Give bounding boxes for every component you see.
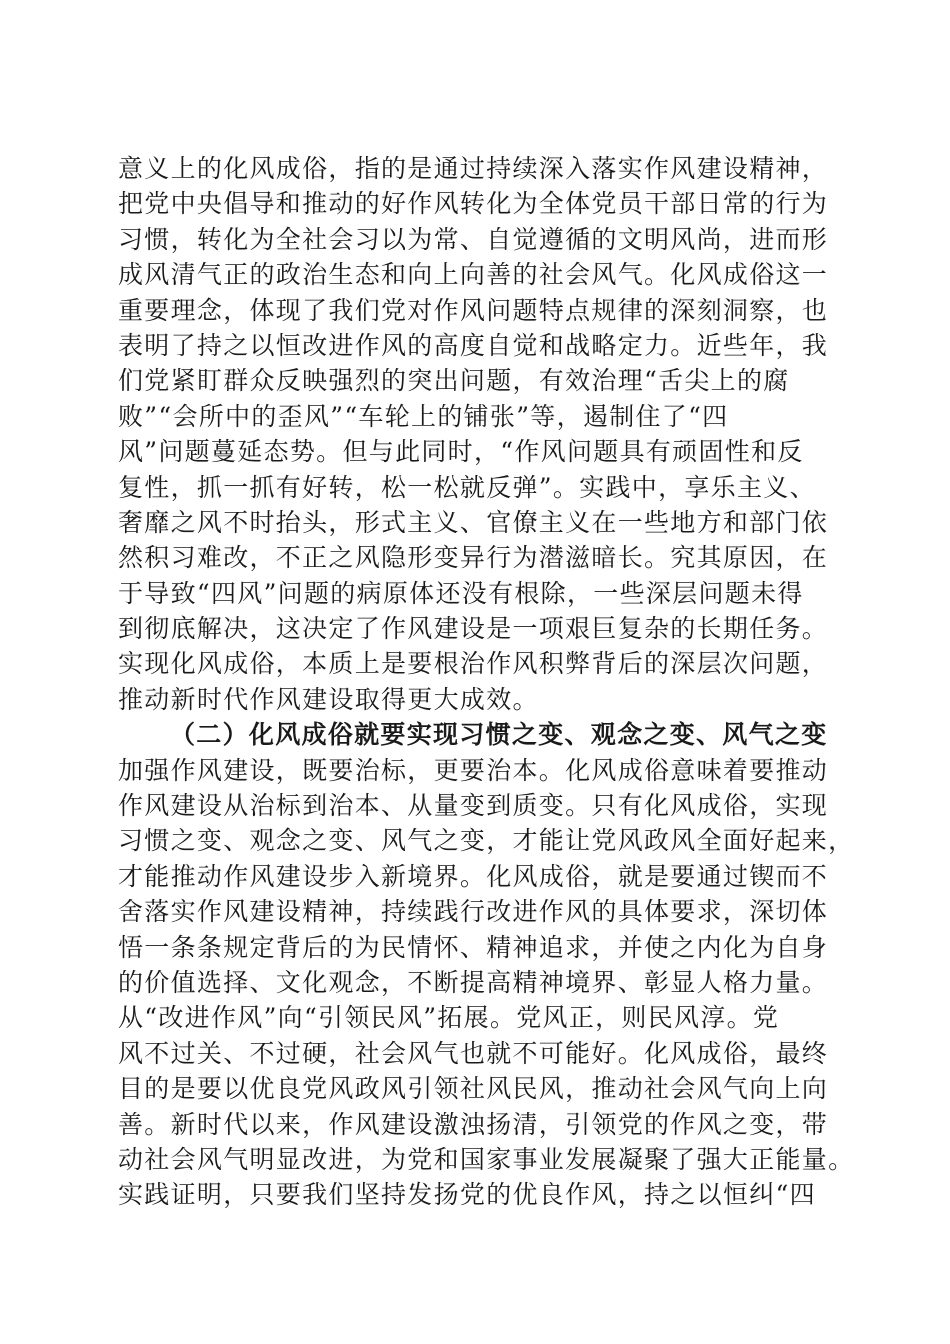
paragraph-line: 重要理念，体现了我们党对作风问题特点规律的深刻洞察，也 [118,295,829,325]
paragraph-line: 们党紧盯群众反映强烈的突出问题，有效治理“舌尖上的腐 [118,366,790,396]
paragraph-line: 成风清气正的政治生态和向上向善的社会风气。化风成俗这一 [118,260,829,290]
paragraph-line: 于导致“四风”问题的病原体还没有根除，一些深层问题未得 [118,578,804,608]
paragraph-line: 然积习难改，不正之风隐形变异行为潜滋暗长。究其原因，在 [118,543,829,573]
paragraph-line: 动社会风气明显改进，为党和国家事业发展凝聚了强大正能量。 [118,1144,855,1174]
paragraph-line: 才能推动作风建设步入新境界。化风成俗，就是要通过锲而不 [118,861,829,891]
paragraph-line: 奢靡之风不时抬头，形式主义、官僚主义在一些地方和部门依 [118,507,829,537]
paragraph-line: 表明了持之以恒改进作风的高度自觉和战略定力。近些年，我 [118,330,829,360]
paragraph-line: 复性，抓一抓有好转，松一松就反弹”。实践中，享乐主义、 [118,472,816,502]
paragraph-line: 舍落实作风建设精神，持续践行改进作风的具体要求，深切体 [118,897,829,927]
paragraph-line: 风不过关、不过硬，社会风气也就不可能好。化风成俗，最终 [118,1038,829,1068]
paragraph-line: 悟一条条规定背后的为民情怀、精神追求，并使之内化为自身 [118,932,829,962]
paragraph-line: 加强作风建设，既要治标，更要治本。化风成俗意味着要推动 [118,755,829,785]
paragraph-line: 从“改进作风”向“引领民风”拓展。党风正，则民风淳。党 [118,1003,780,1033]
paragraph-line: 作风建设从治标到治本、从量变到质变。只有化风成俗，实现 [118,791,829,821]
paragraph-line: 的价值选择、文化观念，不断提高精神境界、彰显人格力量。 [118,967,829,997]
paragraph-line: 习惯，转化为全社会习以为常、自觉遵循的文明风尚，进而形 [118,224,829,254]
body-text [118,151,855,1213]
paragraph-line: 把党中央倡导和推动的好作风转化为全体党员干部日常的行为 [118,189,829,219]
paragraph-line: 习惯之变、观念之变、风气之变，才能让党风政风全面好起来， [118,826,855,856]
paragraph-line: 目的是要以优良党风政风引领社风民风，推动社会风气向上向 [118,1074,829,1104]
paragraph-line: 实现化风成俗，本质上是要根治作风积弊背后的深层次问题， [118,649,829,679]
paragraph-line: 实践证明，只要我们坚持发扬党的优良作风，持之以恒纠“四 [118,1180,816,1210]
paragraph-line: 到彻底解决，这决定了作风建设是一项艰巨复杂的长期任务。 [118,614,829,644]
paragraph-line: 风”问题蔓延态势。但与此同时，“作风问题具有顽固性和反 [118,437,804,467]
paragraph-line: 推动新时代作风建设取得更大成效。 [118,684,539,714]
section-heading: （二）化风成俗就要实现习惯之变、观念之变、风气之变 [170,720,828,750]
paragraph-line: 败”“会所中的歪风”“车轮上的铺张”等，遏制住了“四 [118,401,729,431]
paragraph-line: 善。新时代以来，作风建设激浊扬清，引领党的作风之变，带 [118,1109,829,1139]
paragraph-line: 意义上的化风成俗，指的是通过持续深入落实作风建设精神， [118,154,829,183]
